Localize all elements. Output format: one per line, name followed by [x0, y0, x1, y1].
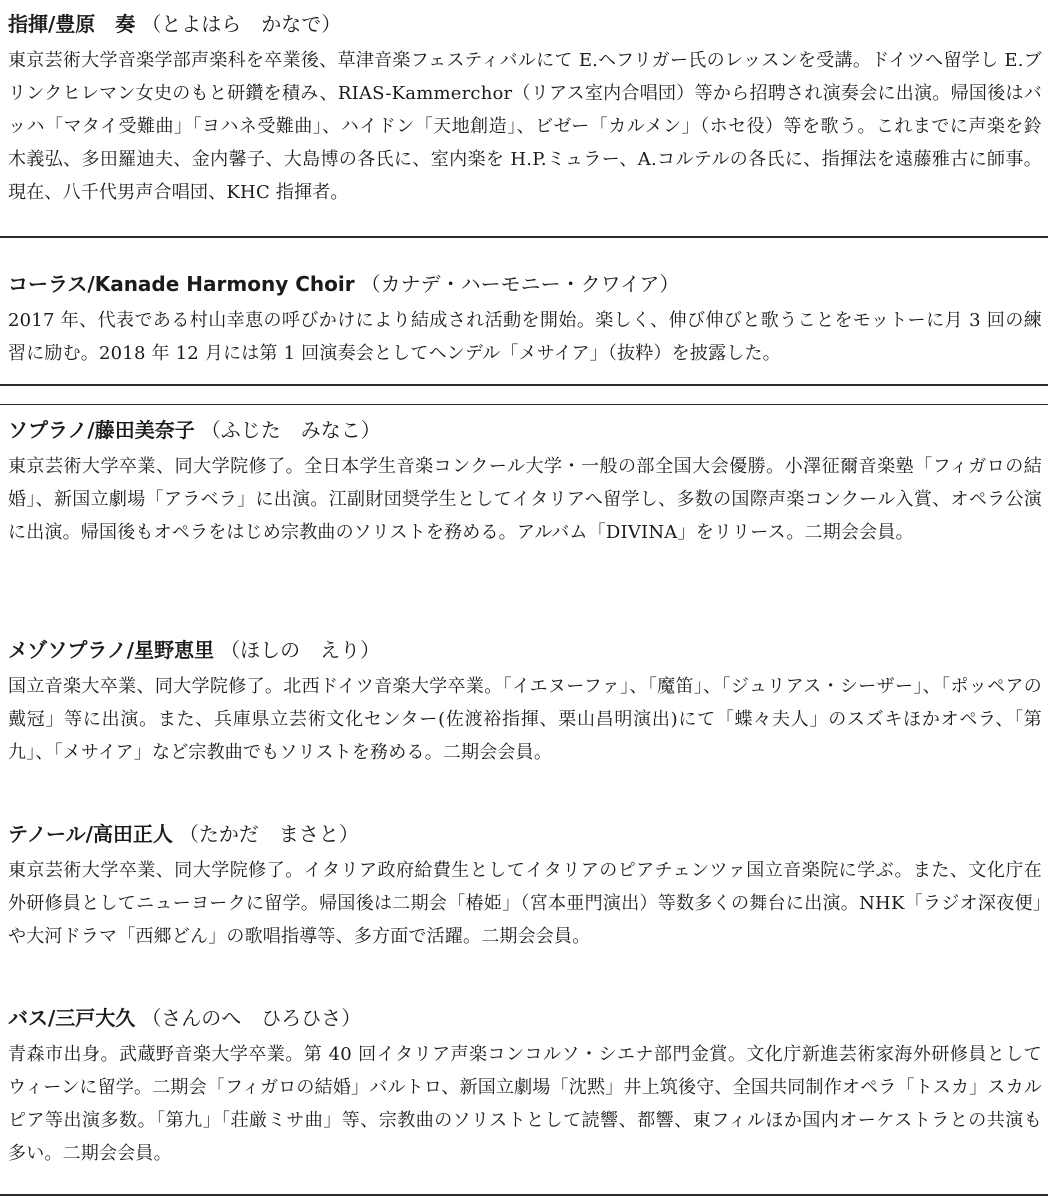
- profile-heading: [8, 416, 1042, 444]
- profile-body: 東京芸術大学卒業、同大学院修了。イタリア政府給費生としてイタリアのピアチェンツァ国立音楽院に学ぶ。また、文化庁在外研修員としてニューヨークに留学。帰国後は二期会「椿姫」（宮本亜門演出）等数多くの舞台に出演。NHK「ラジオ深夜便」や大河ドラマ「西郷どん」の歌唱指導等、多方面で活躍。二期会会員。: [8, 860, 1042, 947]
- profile-heading: [8, 820, 1042, 848]
- profile-reading: （ほしの えり）: [220, 638, 381, 662]
- profile-reading: （さんのへ ひろひさ）: [141, 1006, 362, 1030]
- profile-body: 東京芸術大学音楽学部声楽科を卒業後、草津音楽フェスティバルにて E.ヘフリガー氏のレッスンを受講。ドイツへ留学し E.ブリンクヒレマン女史のもと研鑽を積み、RIAS-Kammerchor（リアス室内合唱団）等から招聘され演奏会に出演。帰国後はバッハ「マタイ受難曲」「ヨハネ受難曲」、ハイドン「天地創造」、ビゼー「カルメン」（ホセ役）等を歌う。これまでに声楽を鈴木義弘、多田羅迪夫、金内馨子、大島博の各氏に、室内楽を H.P.ミュラー、A.コルテルの各氏に、指揮法を遠藤雅古に師事。現在、八千代男声合唱団、KHC 指揮者。: [8, 50, 1042, 203]
- profile-heading: [8, 1004, 1042, 1032]
- profile-reading: （ふじた みなこ）: [200, 418, 381, 442]
- profile-tenor: [8, 820, 1042, 953]
- section-divider: [0, 1194, 1048, 1196]
- profile-title: バス/三戸大久: [8, 1006, 136, 1030]
- profile-title: テノール/高田正人: [8, 822, 173, 846]
- section-divider: [0, 384, 1048, 386]
- profile-reading: （たかだ まさと）: [178, 822, 359, 846]
- section-divider: [0, 236, 1048, 238]
- profile-conductor: [8, 10, 1042, 209]
- profile-body: 東京芸術大学卒業、同大学院修了。全日本学生音楽コンクール大学・一般の部全国大会優勝。小澤征爾音楽塾「フィガロの結婚」、新国立劇場「アラベラ」に出演。江副財団奨学生としてイタリアへ留学し、多数の国際声楽コンクール入賞、オペラ公演に出演。帰国後もオペラをはじめ宗教曲のソリストを務める。アルバム「DIVINA」をリリース。二期会会員。: [8, 456, 1042, 543]
- profile-body: 国立音楽大卒業、同大学院修了。北西ドイツ音楽大学卒業。「イエヌーファ」、「魔笛」、「ジュリアス・シーザー」、「ポッペアの戴冠」等に出演。また、兵庫県立芸術文化センター(佐渡裕指揮、栗山昌明演出)にて「蝶々夫人」のスズキほかオペラ、「第九」、「メサイア」など宗教曲でもソリストを務める。二期会会員。: [8, 676, 1042, 763]
- section-divider: [0, 404, 1048, 405]
- profile-body: 2017 年、代表である村山幸恵の呼びかけにより結成され活動を開始。楽しく、伸び伸びと歌うことをモットーに月 3 回の練習に励む。2018 年 12 月には第 1 回演奏会としてヘンデル「メサイア」（抜粋）を披露した。: [8, 310, 1042, 364]
- profile-title: メゾソプラノ/星野恵里: [8, 638, 215, 662]
- profile-bass: [8, 1004, 1042, 1170]
- profile-reading: （とよはら かなで）: [141, 12, 342, 36]
- profile-heading: [8, 636, 1042, 664]
- profile-reading: （カナデ・ハーモニー・クワイア）: [360, 272, 680, 296]
- profile-title: ソプラノ/藤田美奈子: [8, 418, 195, 442]
- profile-soprano: [8, 416, 1042, 549]
- profile-heading: [8, 270, 1042, 298]
- profile-title: 指揮/豊原 奏: [8, 12, 136, 36]
- profile-heading: [8, 10, 1042, 38]
- profile-body: 青森市出身。武蔵野音楽大学卒業。第 40 回イタリア声楽コンコルソ・シエナ部門金賞。文化庁新進芸術家海外研修員としてウィーンに留学。二期会「フィガロの結婚」バルトロ、新国立劇場「沈黙」井上筑後守、全国共同制作オペラ「トスカ」スカルピア等出演多数。「第九」「荘厳ミサ曲」等、宗教曲のソリストとして読響、都響、東フィルほか国内オーケストラとの共演も多い。二期会会員。: [8, 1044, 1042, 1164]
- profile-title: コーラス/Kanade Harmony Choir: [8, 272, 355, 296]
- profile-mezzo-soprano: [8, 636, 1042, 769]
- profile-chorus: [8, 270, 1042, 370]
